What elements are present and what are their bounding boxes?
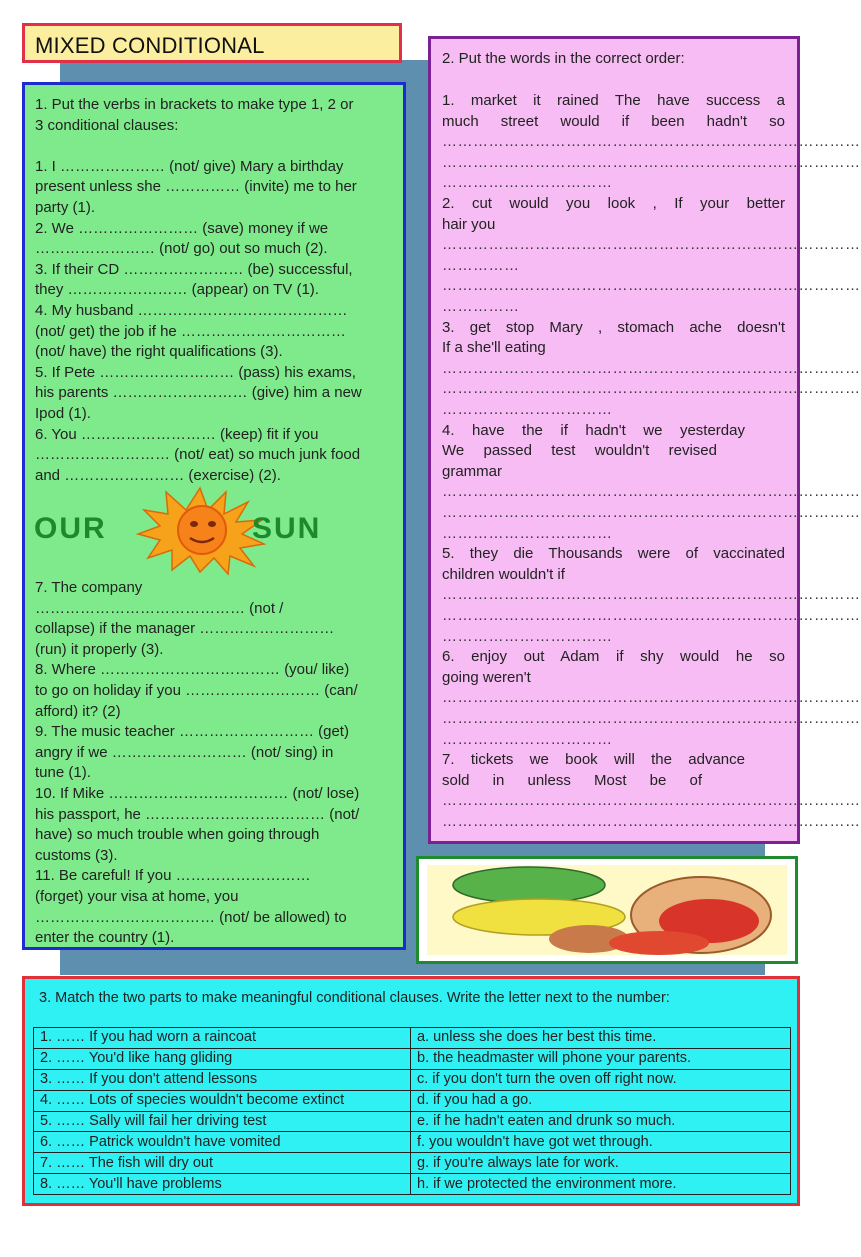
ex2-answer-line: ……………………………………………………………………… (442, 710, 861, 727)
ex2-answer-line: …………………………… (442, 730, 613, 748)
ex2-answer-line: …………………………… (442, 627, 613, 645)
ex2-answer-line: …………………………… (442, 524, 613, 542)
exercise-2-panel (428, 36, 861, 844)
ex2-answer-line: …………… (442, 256, 520, 274)
ex1-line: and …………………… (exercise) (2). (35, 466, 281, 484)
table-row (34, 1048, 791, 1069)
page-title: MIXED CONDITIONAL (35, 33, 265, 58)
ex2-answer-line: ……………………………………………………………………… (442, 236, 861, 254)
match-right-cell: c. if you don't turn the oven off right now. (411, 1069, 791, 1090)
ex1-line: afford) it? (2) (35, 702, 121, 720)
ex1-line: 1. I ………………… (not/ give) Mary a birthday (35, 157, 344, 175)
ex1-line: 9. The music teacher ……………………… (get) (35, 723, 349, 741)
ex2-answer-line: ……………………………………………………………………… (442, 792, 861, 810)
food-picture-frame (416, 856, 798, 964)
ex2-item-line: grammar (442, 462, 503, 480)
ex1-line: ……………………… (not/ eat) so much junk food (35, 446, 361, 464)
exercise-3-panel (22, 976, 800, 1206)
ex2-answer-line: ……………………………………………………………………… (442, 277, 861, 295)
ex1-line: (not/ have) the right qualifications (3). (35, 343, 283, 361)
ex2-item-line: We passed test wouldn't revised (442, 442, 717, 460)
ex1-line: his parents ……………………… (give) him a new (35, 384, 362, 402)
table-row (34, 1111, 791, 1132)
ex2-answer-line: ……………………………………………………………………… (442, 153, 861, 171)
match-right-cell: e. if he hadn't eaten and drunk so much. (411, 1111, 791, 1132)
ex1-line: 1. Put the verbs in brackets to make type 1, 2 or (35, 96, 354, 113)
ex1-line: 8. Where ……………………………… (you/ like) (35, 661, 350, 679)
ex2-answer-line: ……………………………………………………………………… (442, 586, 861, 604)
ex2-item-line: sold in unless Most be of (442, 771, 702, 789)
match-left-cell: 8. …… You'll have problems (34, 1174, 411, 1195)
ex1-line: 10. If Mike ……………………………… (not/ lose) (35, 785, 360, 802)
ex2-item-line: hair you (442, 215, 496, 233)
ex2-item-line: 5. they die Thousands were of vaccinated (442, 545, 785, 563)
ex2-answer-line: ……………………………………………………………………… (442, 133, 861, 151)
ex1-line: 5. If Pete ……………………… (pass) his exams, (35, 363, 356, 381)
ex1-line: 2. We …………………… (save) money if we (35, 219, 329, 237)
ex2-item-line: much street would if been hadn't so (442, 112, 785, 130)
sun-text-left: OUR (34, 512, 107, 545)
ex2-answer-line: ……………………………………………………………………… (442, 359, 861, 377)
sun-eye-right (208, 521, 216, 527)
ex2-item-line: 7. tickets we book will the advance (442, 751, 745, 769)
ex1-line: 11. Be careful! If you ……………………… (35, 867, 311, 885)
title-box (22, 23, 402, 63)
tomato-shape (609, 931, 709, 955)
ex1-line: party (1). (35, 199, 96, 216)
matching-table (33, 1027, 791, 1195)
ex1-line: …………………… (not/ go) out so much (2). (35, 240, 328, 258)
ex2-answer-line: ……………………………………………………………………… (442, 380, 861, 398)
match-left-cell: 5. …… Sally will fail her driving test (34, 1111, 411, 1132)
ex2-answer-line: ……………………………………………………………………… (442, 504, 861, 521)
ex2-answer-line: …………………………… (442, 174, 613, 192)
table-row (34, 1153, 791, 1174)
table-row (34, 1069, 791, 1090)
ex1-line: 3. If their CD …………………… (be) successful, (35, 260, 353, 278)
ex2-answer-line: ……………………………………………………………………… (442, 607, 861, 624)
ex1-line: enter the country (1). (35, 929, 175, 947)
ex1-line: have) so much trouble when going through (35, 826, 320, 844)
ex2-item-line: 2. cut would you look , If your better (442, 195, 785, 212)
match-right-cell: h. if we protected the environment more. (411, 1174, 791, 1195)
ex1-line: collapse) if the manager ……………………… (35, 620, 335, 638)
match-right-cell: b. the headmaster will phone your parents. (411, 1048, 791, 1069)
ex1-line: …………………………………… (not / (35, 599, 284, 617)
ex1-line: Ipod (1). (35, 405, 91, 422)
match-left-cell: 7. …… The fish will dry out (34, 1153, 411, 1174)
ex2-answer-line: ……………………………………………………………………… (442, 483, 861, 501)
table-row (34, 1174, 791, 1195)
ex2-item-line: 4. have the if hadn't we yesterday (442, 421, 745, 439)
ex2-item-line: 1. market it rained The have success a (442, 92, 785, 109)
ex1-line: 3 conditional clauses: (35, 116, 179, 134)
ex1-line: (forget) your visa at home, you (35, 888, 239, 905)
ex2-item-line: If a she'll eating (442, 339, 546, 357)
match-left-cell: 1. …… If you had worn a raincoat (34, 1028, 411, 1049)
ex2-answer-line: …………… (442, 298, 520, 315)
match-left-cell: 2. …… You'd like hang gliding (34, 1048, 411, 1069)
table-row (34, 1090, 791, 1111)
ex1-line: 7. The company (35, 579, 143, 596)
ex1-line: (not/ get) the job if he …………………………… (35, 322, 346, 340)
ex2-item-line: going weren't (442, 668, 531, 686)
ex1-line: ……………………………… (not/ be allowed) to (35, 908, 347, 926)
ex2-item-line: 6. enjoy out Adam if shy would he so (442, 648, 785, 666)
match-right-cell: f. you wouldn't have got wet through. (411, 1132, 791, 1153)
burger-illustration (419, 859, 795, 961)
ex2-item-line: 3. get stop Mary , stomach ache doesn't (442, 318, 785, 336)
sun-text-right: SUN (252, 512, 322, 545)
match-left-cell: 4. …… Lots of species wouldn't become extinct (34, 1090, 411, 1111)
match-right-cell: g. if you're always late for work. (411, 1153, 791, 1174)
match-left-cell: 6. …… Patrick wouldn't have vomited (34, 1132, 411, 1153)
ex1-line: 6. You ……………………… (keep) fit if you (35, 425, 319, 443)
match-left-cell: 3. …… If you don't attend lessons (34, 1069, 411, 1090)
table-row (34, 1028, 791, 1049)
ex2-instruction: 2. Put the words in the correct order: (442, 50, 685, 67)
ex1-line: (run) it properly (3). (35, 640, 164, 658)
ex1-line: 4. My husband …………………………………… (35, 302, 348, 319)
match-right-cell: d. if you had a go. (411, 1090, 791, 1111)
sun-face (178, 506, 226, 554)
ex2-answer-line: …………………………… (442, 401, 613, 418)
ex1-line: they …………………… (appear) on TV (1). (35, 281, 319, 299)
ex2-answer-line: ……………………………………………………………………… (442, 689, 861, 707)
ex1-line: his passport, he ……………………………… (not/ (35, 805, 360, 823)
match-right-cell: a. unless she does her best this time. (411, 1028, 791, 1049)
sun-eye-left (190, 521, 198, 527)
ex1-line: customs (3). (35, 846, 118, 864)
ex2-answer-line: ……………………………………………………………………… (442, 813, 861, 830)
ex3-instruction: 3. Match the two parts to make meaningful conditional clauses. Write the letter next to the number: (39, 990, 670, 1006)
ex1-line: angry if we ……………………… (not/ sing) in (35, 743, 334, 761)
ex1-line: tune (1). (35, 764, 91, 782)
ex1-line: to go on holiday if you ……………………… (can/ (35, 682, 358, 699)
ex2-item-line: children wouldn't if (442, 565, 565, 583)
our-sun-illustration (30, 486, 370, 574)
table-row (34, 1132, 791, 1153)
bun-top-shape (453, 867, 605, 903)
ex1-line: present unless she …………… (invite) me to her (35, 178, 357, 196)
